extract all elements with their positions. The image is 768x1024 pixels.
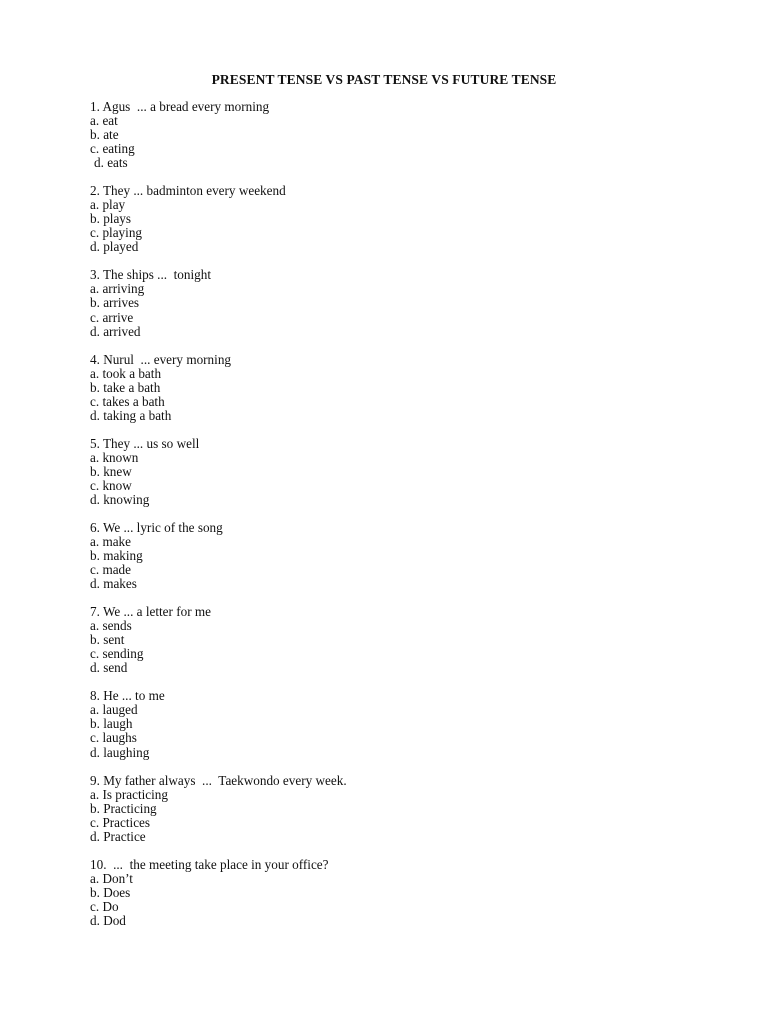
option-c: c. takes a bath [90,393,165,409]
option-b: b. plays [90,211,132,227]
option-a: a. Don’t [90,870,133,886]
option-a: a. lauged [90,702,138,718]
option-d: d. eats [94,155,128,171]
option-a: a. known [90,449,139,465]
option-c: c. sending [90,646,144,662]
option-c: c. Do [90,898,119,914]
option-d: d. knowing [90,491,150,507]
page-title: PRESENT TENSE VS PAST TENSE VS FUTURE TENSE [211,72,557,87]
option-b: b. Practicing [90,800,157,816]
question-4 [90,353,730,437]
option-a: a. took a bath [90,365,162,381]
option-b: b. making [90,548,143,564]
option-a: a. sends [90,618,132,634]
question-10 [90,858,730,942]
option-b: b. arrives [90,295,140,311]
option-d: d. laughing [90,744,150,760]
option-c: c. Practices [90,814,151,830]
option-c: c. laughs [90,730,137,746]
question-stem: 1. Agus ... a bread every morning [90,99,270,114]
question-stem: 10. ... the meeting take place in your office? [90,856,329,872]
option-a: a. Is practicing [90,786,168,802]
option-b: b. take a bath [90,379,161,395]
option-d: d. played [90,239,139,255]
option-d: d. arrived [90,323,141,339]
option-d: d. makes [90,576,137,592]
question-stem: 7. We ... a letter for me [90,604,211,620]
question-6 [90,521,730,605]
option-a: a. play [90,197,126,213]
option-c: c. made [90,562,132,578]
question-stem: 9. My father always ... Taekwondo every week. [90,772,347,788]
option-d: d. send [90,660,128,676]
question-5 [90,437,730,521]
option-c: c. arrive [90,309,134,325]
question-stem: 4. Nurul ... every morning [90,351,232,367]
question-stem: 5. They ... us so well [90,435,200,451]
question-2 [90,184,730,268]
option-d: d. Dod [90,912,126,928]
question-8 [90,689,730,773]
option-a: a. make [90,533,132,549]
question-stem: 8. He ... to me [90,688,165,704]
option-c: c. know [90,477,132,493]
option-c: c. eating [90,141,135,157]
option-b: b. Does [90,884,131,900]
question-list [90,100,730,942]
question-1 [90,100,730,184]
option-b: b. ate [90,127,119,143]
option-a: a. eat [90,113,118,129]
question-7 [90,605,730,689]
option-b: b. sent [90,632,125,648]
option-b: b. laugh [90,716,133,732]
question-stem: 3. The ships ... tonight [90,267,212,283]
question-3 [90,268,730,352]
option-d: d. Practice [90,828,146,844]
question-stem: 6. We ... lyric of the song [90,519,223,535]
option-b: b. knew [90,463,132,479]
question-stem: 2. They ... badminton every weekend [90,183,286,199]
question-9 [90,774,730,858]
option-a: a. arriving [90,281,145,297]
option-c: c. playing [90,225,143,241]
option-d: d. taking a bath [90,407,172,423]
